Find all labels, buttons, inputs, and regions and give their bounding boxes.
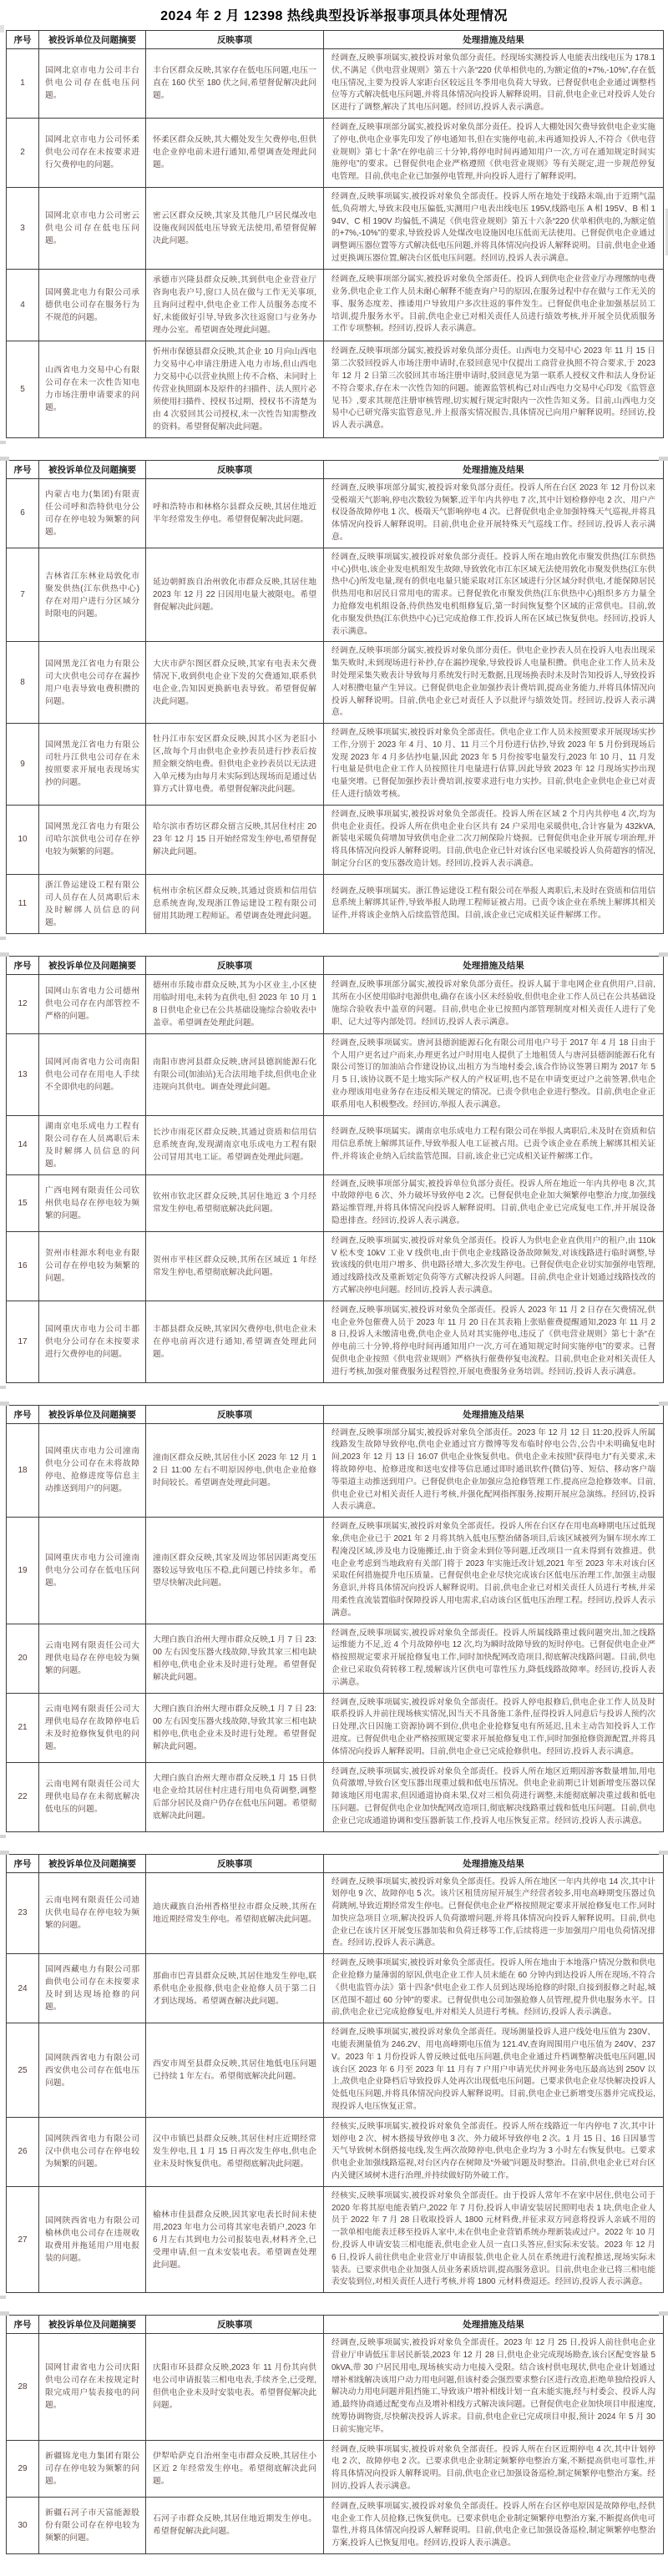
reported-matter: 汉中市镇巴县群众反映,其居住村庄近期经常发生停电,且 1 月 15 日再次发生停电,供电企业未及时恢复供电。希望彻底解决此问题。 [146,2117,324,2186]
row-number: 21 [7,1693,39,1762]
row-number: 8 [7,642,39,724]
row-number: 25 [7,2023,39,2118]
row-number: 18 [7,1423,39,1518]
complained-unit-summary: 国网北京市电力公司丰台供电公司存在低电压问题。 [39,49,146,119]
handling-result: 经调查,反映事项属实。浙江鲁运建设工程有限公司在举报人离职后,未及时在资质和信用信息系统上解绑其证件,导致举报人助理工程师证被占用。已责令该企业在系统上解绑其相关证件,并将该企业纳入后续监管范围。目前,该企业已完成相关证件解绑工作。 [324,874,664,933]
table-row [7,2334,664,2440]
handling-result: 经核实,反映事项属实,被投诉对象负全部责任。由于投诉人常年不在家中居住,供电公司于 2020 年将其原电能表销户,2022 年 7 月份,投诉人申请安装居民照明电表 1 块,供电企业人员于 2022 年 7 月 28 日收取投诉人 1800 元材料费,并征求双方同意将投诉人亲戚不用的一款单相电能表迁移至投诉人家中,未在供电企业营销系统办理新装或过户。2022 年 10 月份,投诉人申请安装三相电能表,供电企业人员一直口头答应,但实际未安装。2023 年 12 月 6 日,投诉人前往供电企业营业厅申请报装,供电企业人员在系统进行流程推送,现场实际未装表。已要求供电企业加强人员业务素质培训,提高服务意识。目前,供电企业已将三相电能表安装到位,对相关责任人进行考核,并将 1800 元材料费退还。经回访,投诉人表示满意。 [324,2186,664,2292]
table-row [7,805,664,874]
complaints-table [6,956,664,1383]
reported-matter: 密云区群众反映,其家及其他几户居民煤改电设施夜间因低电压导致无法使用,希望督促解决此问题。 [146,187,324,269]
row-number: 26 [7,2117,39,2186]
table-row [7,642,664,724]
complained-unit-summary: 湖南京电乐成电力工程有限公司存在人员离职后未及时解绑人员信息的问题。 [39,1115,146,1174]
page-title: 2024 年 2 月 12398 热线典型投诉举报事项具体处理情况 [160,9,508,23]
col-header-unit: 被投诉单位及问题摘要 [39,460,146,478]
col-header-unit: 被投诉单位及问题摘要 [39,1405,146,1423]
table-row [7,2440,664,2497]
handling-result: 经调查,反映事项属实,被投诉对象负部分责任。经现场实测投诉人电能表出线电压为 178.1 伏,不满足《供电营业规则》第五十六条“220 伏单相供电的,为额定值的+7%,-10%”,存在低电压情况,主要为投诉人家距台区较远且冬季用电负荷大导致。已督促供电企业通过调整档位等方式解决低电压问题,并将具体情况向投诉人解释说明。目前,供电企业已对投诉人处台区进行了调整,解决了其电压问题。经回访,投诉人表示满意。 [324,49,664,119]
reported-matter: 延边朝鲜族自治州敦化市群众反映,其居住地 2023 年 12 月 22 日因用电量大被限电。希望督促解决此问题。 [146,548,324,642]
page-edge-mark [0,2311,9,2316]
reported-matter: 迪庆藏族自治州香格里拉市群众反映,其所在地近期经常发生停电。希望彻底解决此问题。 [146,1872,324,1954]
reported-matter: 榆林市佳县群众反映,因其家电表长时间未使用,2023 年电力公司将其家电表销户,2023 年 6 月左右其到电力公司报装电表,材料齐全,已受理申请,但一直未安装电表。希望调查处理此问题。 [146,2186,324,2292]
handling-result: 经调查,反映事项属实,被投诉对象负全部责任。供电企业工作人员未按照要求开展现场实抄工作,分别于 2023 年 4 月、10 月、11 月三个月份进行估抄,导致 2023 年 5 月份到现场后发现 2023 年 4 月多估抄电量,因此 2023 年 5 月份按零电量发行,2023 年 10 月、11 月发行电量是供电企业工作人员按照往月电量进行估算,因此导致 2023 年 12 月现场实抄出现电量突增。已督促加强抄表计费培训,按要求进行电力实抄。目前,供电企业供电企业已对责任人进行绩效考核。 [324,724,664,806]
reported-matter: 呼和浩特市和林格尔县群众反映,其居住地近半年经常发生停电。希望督促解决此问题。 [146,478,324,548]
page-edge-mark [659,1402,668,1406]
page-edge-mark [659,1851,668,1855]
complained-unit-summary: 云南电网有限责任公司大理供电局存在停电较为频繁的问题。 [39,1624,146,1693]
table-row [7,118,664,187]
handling-result: 经调查,反映事项属实,被投诉对象负全部责任。投诉人 2023 年 11 月 2 日存在欠费情况,供电企业外包催费人员于 2023 年 11 月 20 日在其表箱上张贴催费提醒通知,2023 年 11 月 28 日,投诉人未缴清电费,供电企业人员对其实施停电,违反了《供电营业规则》第七十条“在停电前三十分钟,将停电时间再通知用户一次,方可在通知规定时间实施停电”的要求。已督促供电企业按照《供电营业规则》严格执行催费停复电流程。目前,供电企业对相关责任人进行考核,加强对催费服务过程管控,开展电费服务业务培训。经回访,投诉人表示满意。 [324,1301,664,1382]
row-number: 13 [7,1033,39,1115]
handling-result: 经调查,反映事项属实,被投诉对象负全部责任。投诉人所在台区存在用电高峰期电压过低现象,供电企业已于 2021 年 2 月将其纳入低电压整治储备项目,后该区域被列为铜车坝水库工程淹没区域,涉及电力设施搬迁,由于资金未到位等问题,迁改项目一直未得到有效推进。供电企业考虑到当地政府有关部门将于 2023 年实施迁改计划,2021 年至 2023 年未对该台区采取任何措施提升电压质量。已督促供电企业尽快完成该台区低电压治理工作,加强主动服务意识,并将具体情况向投诉人解释说明。目前,供电企业已对相关责任人员进行考核,并采用柔性直流装置临时保障投诉人用电需求,启动该台区低电压治理工程。经回访,投诉人表示满意。 [324,1518,664,1624]
table-row [7,874,664,933]
handling-result: 经调查,反映事项属实,被投诉对象负全部责任。现场测量投诉人进户线处电压值为 230V、电能表测量值为 246.2V、用电高峰期电压值为 121.4V,查询周围用户电压值为 240V、237V。2023 年 1 月份投诉人曾反映过低电压问题,供电企业通过升档调整解决低电压问题,因该台区 2023 年 6 月至 2023 年 11 月有 7 户用户申请光伏并网业务电压最高达到 250V 以上,故供电企业降档后导致投诉人处再次出现低电压问题。已要求供电企业尽快解决投诉人处低电压问题,并将具体情况向投诉人解释说明。目前,供电企业已新增变压器并完成投运,现投诉人电压恢复正常。 [324,2023,664,2118]
complaints-table [6,1854,664,2294]
page-edge-mark [0,2296,6,2299]
table-row [7,724,664,806]
row-number: 23 [7,1872,39,1954]
handling-result: 经调查,反映事项部分属实,被投诉单位负部分责任。投诉人所在地近一年内共停电 8 次,其中故障停电 6 次、外力破坏导致停电 2 次。已督促供电企业加大频繁停电整治力度,加强线路运维管理,并将具体情况向投诉人解释说明。目前,供电企业已完成复电工作,并开展设备隐患排查。经回访,投诉人表示满意。 [324,1174,664,1231]
table-row [7,49,664,119]
table-row [7,1693,664,1762]
col-header-no: 序号 [7,460,39,478]
table-row [7,974,664,1033]
table-sections [0,30,668,2554]
complaints-table [6,30,664,438]
handling-result: 经调查,反映事项属实,被投诉对象负全部责任。投诉人所在地处于线路末端,由于近期气温低,负荷增大,导致末段电压偏低,实测用户电表出线电压 195V,线路电压 A 相 195V、B 相 194V、C 相 190V 均偏低,不满足《供电营业规则》第五十六条“220 伏单相供电的,为额定值的+7%,-10%”的要求,导致投诉人处煤改电设施因电压低而无法使用。已督促供电企业通过调整调压器位置等方式解决低电压问题,并将具体情况向投诉人解释说明。目前,供电企业通过更换调压器位置,解决台区低电压问题。经回访,投诉人表示满意。 [324,187,664,269]
row-number: 5 [7,341,39,437]
reported-matter: 杭州市余杭区群众反映,其通过资质和信用信息系统查询,发现浙江鲁运建设工程有限公司留用其助理工程师证。希望调查处理此问题。 [146,874,324,933]
complained-unit-summary: 国网河南省电力公司南阳供电公司存在用电人手续不全即供电的问题。 [39,1033,146,1115]
complained-unit-summary: 国网北京市电力公司怀柔供电公司存在未按要求进行欠费停电的问题。 [39,118,146,187]
row-number: 20 [7,1624,39,1693]
col-header-result: 处理措施及结果 [324,31,664,49]
complained-unit-summary: 国网陕西省电力有限公司榆林供电公司存在违规收取费用并拖延用户用电报装的问题。 [39,2186,146,2292]
reported-matter: 伊犁哈萨克自治州奎屯市群众反映,其居住小区近 2 年经常发生停电。希望彻底解决此问题。 [146,2440,324,2497]
header-row [7,31,664,49]
complained-unit-summary: 国网黑龙江省电力有限公司大庆供电公司存在漏抄用户电表导致电费积攒的问题。 [39,642,146,724]
reported-matter: 南阳市唐河县群众反映,唐河县德润能源石化有限公司(加油站)无合法用地手续,但供电企业违规向其供电。调查处理此问题。 [146,1033,324,1115]
handling-result: 经调查,反映事项属实,被投诉对象负全部责任。投诉人所在台区停电原因是故障停电,经供电企业工作人员抢修,已恢复供电。已要求供电企业制定频繁停电整治方案,不断提高供电可靠性,并将具体情况向投诉人解释说明。目前,供电企业已加强设备巡检,制定频繁停电整治方案,投诉人已恢复用电。经回访,投诉人表示满意。 [324,2497,664,2553]
complained-unit-summary: 国网冀北电力有限公司承德供电公司存在服务行为不规范的问题。 [39,269,146,341]
reported-matter: 钦州市钦北区群众反映,其居住地近 3 个月经常发生停电,希望彻底解决此问题。 [146,1174,324,1231]
page-edge-mark [0,25,4,33]
col-header-matter: 反映事项 [146,956,324,974]
row-number: 15 [7,1174,39,1231]
table-row [7,2023,664,2118]
complained-unit-summary: 国网西藏电力有限公司那曲供电公司存在未按要求及时到达现场抢修的问题。 [39,1954,146,2023]
table-row [7,2117,664,2186]
page-edge-mark [0,1851,9,1855]
complained-unit-summary: 广西电网有限责任公司钦州供电局存在停电较为频繁的问题。 [39,1174,146,1231]
page-edge-mark [0,952,9,957]
header-row [7,1405,664,1423]
handling-result: 经调查,反映事项属实,被投诉对象负全部责任。投诉人所在地区一年内共停电 14 次,其中计划停电 9 次、故障停电 5 次。该片区租赁房屋开展生产经营者较多,用电高峰期变压器过负荷跳闸,导致近期经常发生停电。已督促供电企业严格按照规定要求开展抢修复电工作,同时加快应急项目立项,解决投诉人负荷激增问题,并将具体情况向投诉人解释说明。目前,供电企业已在该片区开展变压器加装和负荷迁移等工作,后续将进一步加强用户用电负荷情况排查。经回访,投诉人表示满意。 [324,1872,664,1954]
table-row [7,341,664,437]
col-header-matter: 反映事项 [146,460,324,478]
handling-result: 经调查,反映事项属实,被投诉对象负全部责任。投诉人停电报修后,供电企业工作人员及时联系投诉人并前往现场核实情况,因当天不具备施工条件,征得投诉人同意后与投诉人预约次日处理,次日因施工资源协调不到位,供电企业抢修复电有所延迟,且未主动告知投诉人工作进度。已督促供电企业严格按照规定要求开展抢修复电工作,同时加强抢修资源配置,并将具体情况向投诉人解释说明。目前,供电企业已完成抢修供电。经回访,投诉人表示满意。 [324,1693,664,1762]
reported-matter: 贺州市平桂区群众反映,其所在区域近 1 年经常发生停电,希望彻底解决此问题。 [146,1231,324,1301]
page-break-gap [0,1832,668,1854]
reported-matter: 大庆市萨尔图区群众反映,其家有电表未欠费情况下,收到供电企业下发的欠费通知,联系供电企业,告知因更换新电表导致。希望督促解决此问题。 [146,642,324,724]
complained-unit-summary: 云南电网有限责任公司大理供电局存在故障停电后未及时抢修恢复供电的问题。 [39,1693,146,1762]
row-number: 17 [7,1301,39,1382]
complained-unit-summary: 国网陕西省电力有限公司汉中供电公司存在停电较为频繁的问题。 [39,2117,146,2186]
handling-result: 经核实,反映事项属实,被投诉对象负全部责任。投诉人所在线路近一年内停电 7 次,其中计划停电 2 次、树木搭接导致停电 3 次、外力破坏导致停电 2 次。1 月 15 日、16 日因暴雪天气导致树木倒搭接电线,发生两次故障停电,供电企业均为 3 小时左右恢复供电。已要求供电企业加强线路巡视,对台区内存在树障及“外破”问题及时整治。目前,供电企业已对台区内关键区域树木进行治理,并持续做好防外破工作。 [324,2117,664,2186]
handling-result: 经调查,反映事项部分属实,被投诉对象负部分责任。投诉人大棚处因欠费导致供电企业实施了停电,供电企业事先印发了停电通知书,但在实施停电前,未再通知投诉人,不符合《供电营业规则》第七十条“在停电前三十分钟,将停电时间再通知用户一次,方可在通知规定时间实施停电”的要求。已督促供电企业严格遵照《供电营业规则》等有关规定,进一步规范停复电管理。目前,供电企业已加强停电管理,并向投诉人进行了解释说明。 [324,118,664,187]
complained-unit-summary: 国网黑龙江省电力有限公司哈尔滨供电公司存在停电较为频繁的问题。 [39,805,146,874]
complained-unit-summary: 吉林省江东林业局敦化市聚发供热(江东供热中心)存在对用户进行分区域分时限电的问题。 [39,548,146,642]
complained-unit-summary: 国网甘肃省电力公司庆阳供电公司存在未按规定时限完成用户装表接电的问题。 [39,2334,146,2440]
handling-result: 经调查,反映事项属实,被投诉对象负全部责任。投诉人所在地区近期因游客数量增加,用电负荷激增,导致台区变压器出现重过载和低电压情况。供电企业前期已计划新增变压器以保障该地区用电需求,但因通道协商未果,仅对三相负荷进行调整,未能彻底解决重过载和低电压问题。已督促供电企业加快配网改造项目,彻底解决线路重过载和低电压问题。目前,供电企业已完成通道协调和变压器新装工作,投诉人电压恢复正常。经回访,投诉人表示满意。 [324,1762,664,1831]
reported-matter: 忻州市保德县群众反映,其企业 10 月向山西电力交易中心申请注册进入电力市场,但山西电力交易中心以营业执照上传不合格、未同时上传营业执照副本及原件的扫描件、法人照片必须使用扫描件、授权书过期、授权书不清楚为由 4 次驳回其公司授权,未一次性告知需整改的资料。希望督促解决此问题。 [146,341,324,437]
handling-result: 经调查,反映事项属实,被投诉对象负全部责任。投诉人为供电企业直供用户的租户,由 110kV 松木变 10kV 工业 V 线供电,由于供电企业线路设备故障频发,对该线路进行临时调整,导致该线的供电用户增多、供电路径增大,多次发生停电。已督促供电企业切实加强停电管理,通过线路技改及重新划定负荷等方式解决投诉人问题。目前,供电企业计划通过线路技改的方式解决停电问题。经回访,投诉人表示满意。 [324,1231,664,1301]
complained-unit-summary: 国网黑龙江省电力有限公司牡丹江供电公司存在未按照要求开展电表现场实抄的问题。 [39,724,146,806]
page-edge-mark [0,1835,6,1838]
row-number: 16 [7,1231,39,1301]
reported-matter: 德州市乐陵市群众反映,其为小区业主,小区使用临时用电,未转为直供电,但 2023 年 10 月 18 日供电企业已在公共基础设施综合验收表中盖章。希望调查处理此问题。 [146,974,324,1033]
header-row [7,2316,664,2334]
handling-result: 经调查,反映事项属实,被投诉对象负全部责任。投诉人所在台区近期停电 4 次,其中计划停电 2 次、故障停电 2 次。已要求供电企业制定频繁停电整治方案,不断提高供电可靠性,并将具体情况向投诉人解释说明。目前,供电企业已加强设备巡检,制定频繁停电整治方案。经回访,投诉人表示满意。 [324,2440,664,2497]
row-number: 27 [7,2186,39,2292]
col-header-result: 处理措施及结果 [324,956,664,974]
row-number: 11 [7,874,39,933]
table-row [7,1762,664,1831]
row-number: 3 [7,187,39,269]
col-header-result: 处理措施及结果 [324,1405,664,1423]
complained-unit-summary: 山西省电力交易中心有限公司存在未一次性告知电力市场注册申请要求的问题。 [39,341,146,437]
table-row [7,187,664,269]
table-row [7,478,664,548]
reported-matter: 大理白族自治州大理市群众反映,1 月 15 日供电企业给其居住村庄进行用电负荷调整,调整后部分居民及商户仍存在低电压问题。希望彻底解决此问题。 [146,1762,324,1831]
complained-unit-summary: 云南电网有限责任公司大理供电局存在未彻底解决低电压的问题。 [39,1762,146,1831]
handling-result: 经调查,反映事项属实,被投诉对象负全部责任。2023 年 12 月 25 日,投诉人前往供电企业营业厅申请低压非居民新装,2023 年 12 月 28 日,供电企业完成现场勘查,该台区配变容量 50kVA,带 30 户居民用电,现场核实动力电接入受限。结合该村供电现状,供电企业计划通过增补相线解决该用户动力用电问题,但该村委会强烈要求整台区进行改造,拒绝单独给投诉人解决动力用电问题并阻挡施工,导致该户增补相线计划一直未能实施,经与村委会、投诉人沟通,最终协商通过配变布点及增补相线方式解决该问题。已督促供电企业加快项目申报速度,统筹协调物资,尽快解决投诉人诉求。目前,供电企业已完成项目申报,预计 2024 年 5 月 30 日前实施完毕。 [324,2334,664,2440]
handling-result: 经调查,反映事项部分属实,被投诉对象负部分责任。供电企业抄表人员在投诉人电表出现采集失败时,未到现场进行补抄,存在漏抄现象,导致投诉人电量积攒。供电企业工作人员未及时处理采集失败表计导致每月系统发行时无数据,且现场换表时未及时告知投诉人,导致投诉人对积攒电量产生异议。已督促供电企业加强抄表计费培训,提高业务能力,并将具体情况向投诉人解释说明。目前,供电企业已对责任人予以批评与绩效处罚。经回访,投诉人表示满意。 [324,642,664,724]
complained-unit-summary: 国网山东省电力公司德州供电公司存在内部管控不严格的问题。 [39,974,146,1033]
page-edge-mark [0,1402,9,1406]
table-row [7,2497,664,2553]
col-header-result: 处理措施及结果 [324,2316,664,2334]
page-edge-mark [659,2311,668,2316]
reported-matter: 那曲市巴青县群众反映,其居住地发生停电,联系供电企业报修,供电企业抢修人员于第二日才到达现场。希望调查解决此问题。 [146,1954,324,2023]
col-header-unit: 被投诉单位及问题摘要 [39,31,146,49]
reported-matter: 哈尔滨市香坊区群众留言反映,其居住村庄 2023 年 12 月 15 日开始经常发生停电,希望督促解决此问题。 [146,805,324,874]
page-edge-mark [659,457,668,461]
handling-result: 经调查,反映事项属实。唐河县德润能源石化有限公司用电户号于 2017 年 4 月 18 日由于个人用户更名过户而来,办理更名过户时用电人提供了土地租赁人与唐河县德润能源石化有限公司签订的加油站合作建设协议,出租方为当地村委会,该合作协议签署日期为 2017 年 5 月 5 日,该协议既不是土地实际产权人的产权证明,也不是在申请变更过户之前签署,供电企业办理该用电业务存在违反相关规定的情况。已责令供电企业进行整改。目前,供电企业正联系用电人积极整改。经回访,举报人表示满意。 [324,1033,664,1115]
handling-result: 经调查,反映事项属实。湖南京电乐成电力工程有限公司在举报人离职后,未及时在资质和信用信息系统上解绑其证件,导致举报人电工证被占用。已责令该企业在系统上解绑其相关证件,并将该企业纳入后续监管范围。目前,该企业已完成相关证件解绑工作。 [324,1115,664,1174]
table-row [7,1301,664,1382]
col-header-unit: 被投诉单位及问题摘要 [39,956,146,974]
table-row [7,1115,664,1174]
reported-matter: 丰都县群众反映,其家因欠费停电,供电企业未在停电前再次进行通知,希望调查处理此问题。 [146,1301,324,1382]
col-header-no: 序号 [7,1405,39,1423]
table-row [7,1174,664,1231]
page-edge-mark [0,457,9,461]
row-number: 12 [7,974,39,1033]
reported-matter: 庆阳市环县群众反映,2023 年 11 月份其向供电公司申请报装三相电电表,手续齐全,已受理,但供电企业未及时安装电表。希望督促解决此问题。 [146,2334,324,2440]
col-header-no: 序号 [7,2316,39,2334]
page-break-gap [0,934,668,956]
col-header-unit: 被投诉单位及问题摘要 [39,2316,146,2334]
handling-result: 经调查,反映事项部分属实,被投诉对象负部分责任。山西电力交易中心 2023 年 11 月 15 日第二次驳回投诉人市场注册申请时,在驳回意见中仅提出工商营业执照不符合要求,于 2023 年 12 月 2 日第三次驳回其市场注册申请时,驳回意见为第一联系人授权文件和法人身份证不符合要求,存在未一次性告知的问题。能源监管机构已对山西电力交易中心印发《监管意见书》,要求其规范注册审核管理,切实履行规定时限内一次性告知义务。目前,山西电力交易中心已研究落实监管意见,并上报落实情况报告,具体情况已向用户解释说明。经回访,投诉人表示满意。 [324,341,664,437]
row-number: 6 [7,478,39,548]
header-row [7,956,664,974]
complained-unit-summary: 浙江鲁运建设工程有限公司人员存在人员离职后未及时解绑人员信息的问题。 [39,874,146,933]
col-header-no: 序号 [7,1854,39,1872]
table-row [7,1872,664,1954]
page-edge-mark [0,937,6,940]
reported-matter: 长沙市雨花区群众反映,其通过资质和信用信息系统查询,发现湖南京电乐成电力工程有限公司冒用其电工证。希望调查处理此问题。 [146,1115,324,1174]
row-number: 30 [7,2497,39,2553]
handling-result: 经调查,反映事项部分属实,被投诉对象负部分责任。投诉人所在台区 2023 年 12 月份以来受极端天气影响,停电次数较为频繁,近半年内共停电 7 次,其中计划检修停电 2 次、用户产权设备故障停电 1 次、极端天气影响停电 4 次。已督促供电企业加强特殊天气巡视,并将具体情况向投诉人解释说明。目前,供电企业开展特殊天气巡线工作。经回访,投诉人表示满意。 [324,478,664,548]
reported-matter: 石河子市群众反映,其居住地近期发生停电。希望督促解决此问题。 [146,2497,324,2553]
reported-matter: 怀柔区群众反映,其大棚处发生欠费停电,但供电企业停电前未进行通知,希望调查处理此问题。 [146,118,324,187]
col-header-no: 序号 [7,956,39,974]
table-row [7,1954,664,2023]
col-header-result: 处理措施及结果 [324,1854,664,1872]
handling-result: 经调查,反映事项部分属实,被投诉对象负全部责任。2023 年 12 月 12 日 11:20,投诉人所属线路发生故障导致停电,供电企业通过官方微博等发布临时停电公告,公告中未明确复电时间,2023 年 12 月 13 日 16:07 供电企业恢复供电。供电企业未按照“获得电力”有关要求,未将故障停电、抢修进度和送电安排等信息通过即时通讯软件(微信)等、短信、移动客户端等渠道主动推送到用户。已督促供电企业加强应急抢修管理工作,提高应急抢修效率。目前,供电企业已对相关责任人进行考核,并强化配网指挥服务,按期开展应急演练。经回访,投诉人表示满意。 [324,1423,664,1518]
header-row [7,1854,664,1872]
row-number: 7 [7,548,39,642]
row-number: 1 [7,49,39,119]
row-number: 10 [7,805,39,874]
col-header-unit: 被投诉单位及问题摘要 [39,1854,146,1872]
handling-result: 经调查,反映事项属实,被投诉对象负全部责任。投诉人所在区域 2 个月内共停电 4 次,均为供电企业责任。投诉人所在供电企业台区共有 24 户采用电采暖供电,合计容量为 432kVA,新装电采暖负荷增加导致供电企业二次刀闸保险片烧损。已督促供电企业开展专项治理,并将具体情况向投诉人解释说明。目前,供电企业已针对该台区电采暖投诉人负荷超容的情况,制定分台区的变压器改造计划。经回访,投诉人表示满意。 [324,805,664,874]
page-break-gap [0,438,668,460]
table-row [7,1518,664,1624]
col-header-matter: 反映事项 [146,1405,324,1423]
table-row [7,269,664,341]
table-row [7,1423,664,1518]
row-number: 24 [7,1954,39,2023]
header-row [7,460,664,478]
reported-matter: 承德市兴隆县群众反映,其到供电企业营业厅咨询电表户号,窗口人员在做与工作无关事项,且询问过程中,供电企业工作人员服务态度不好,未能做好引导,导致多次往返窗口与业务办理办公室。希望调查处理此问题。 [146,269,324,341]
page-edge-mark [0,441,6,444]
reported-matter: 大理白族自治州大理市群众反映,1 月 7 日 23:00 左右因变压器火线故障,导致其家三相电缺相停电,供电企业未及时进行处理。希望督促解决此问题。 [146,1624,324,1693]
row-number: 19 [7,1518,39,1624]
row-number: 4 [7,269,39,341]
complaints-table [6,1405,664,1832]
page-edge-mark [0,1386,6,1389]
reported-matter: 西安市周至县群众反映,其居住地低电压问题已持续 1 年左右。希望彻底解决此问题。 [146,2023,324,2118]
complained-unit-summary: 国网陕西省电力有限公司西安供电公司存在低电压问题。 [39,2023,146,2118]
complained-unit-summary: 新疆锦龙电力集团有限公司存在停电较为频繁的问题。 [39,2440,146,2497]
reported-matter: 丰台区群众反映,其家存在低电压问题,电压一直在 160 伏至 180 伏之间,希望督促解决此问题。 [146,49,324,119]
table-row [7,2186,664,2292]
row-number: 14 [7,1115,39,1174]
complained-unit-summary: 贺州市桂源水利电业有限公司存在停电较为频繁的问题。 [39,1231,146,1301]
row-number: 22 [7,1762,39,1831]
complained-unit-summary: 国网重庆市电力公司潼南供电分公司存在未将故障停电、抢修进度等信息主动推送到用户的问题。 [39,1423,146,1518]
col-header-result: 处理措施及结果 [324,460,664,478]
col-header-matter: 反映事项 [146,31,324,49]
col-header-no: 序号 [7,31,39,49]
complained-unit-summary: 内蒙古电力(集团)有限责任公司呼和浩特供电分公司存在停电较为频繁的问题。 [39,478,146,548]
row-number: 28 [7,2334,39,2440]
complaints-table [6,2315,664,2554]
handling-result: 经调查,反映事项属实,被投诉对象负部分责任。投诉人所在地由敦化市聚发供热(江东供热中心)供电,该企业发电机组发生故障,导致敦化市江东区域无法使用敦化市聚发供热(江东供热中心)所发电量,现有的供电电量只能采取对江东区域进行分区域分时供电,才能保障居民供热用电和居民日常用电的需求。已督促敦化市聚发供热(江东供热中心)组织多方力量全力抢修发电机组设备,待供热发电机组修复后,第一时间恢复整个区域的正常供电。目前,敦化市聚发供热(江东供热中心)已完成抢修工作,投诉人所在区域已恢复供电。经回访,投诉人表示满意。 [324,548,664,642]
table-row [7,1624,664,1693]
row-number: 9 [7,724,39,806]
col-header-matter: 反映事项 [146,2316,324,2334]
table-row [7,1231,664,1301]
handling-result: 经调查,反映事项属实,被投诉对象负全部责任。投诉人所在地由于本地落户情况分散和供电企业抢修力量薄弱的原因,供电企业工作人员未能在 60 分钟内到达投诉人所在现场,不符合《供电监管办法》第十四条“供电企业工作人员到达现场抢修的时限,自接到报修之时起,城区范围不超过 60 分钟”的要求。已督促供电公司加强抢修人员管理,提升供电服务水平。目前,供电企业已完成抢修复电,并对相关人员进行考核。经回访,投诉人表示满意。 [324,1954,664,2023]
table-row [7,1033,664,1115]
complained-unit-summary: 国网重庆市电力公司丰都供电分公司存在未按要求进行欠费停电的问题。 [39,1301,146,1382]
row-number: 2 [7,118,39,187]
reported-matter: 潼南区群众反映,其居住小区 2023 年 12 月 12 日 11:00 左右不明原因停电,供电企业抢修时间较长。希望调查处理此问题。 [146,1423,324,1518]
reported-matter: 大理白族自治州大理市群众反映,1 月 7 日 23:00 左右因变压器火线故障,导致其家三相电缺相停电,供电企业未及时进行处理。希望督促解决此问题。 [146,1693,324,1762]
page-edge-mark [659,952,668,957]
complained-unit-summary: 国网北京市电力公司密云供电公司存在低电压问题。 [39,187,146,269]
complained-unit-summary: 云南电网有限责任公司迪庆供电局存在停电较为频繁的问题。 [39,1872,146,1954]
col-header-matter: 反映事项 [146,1854,324,1872]
page-break-gap [0,1383,668,1405]
row-number: 29 [7,2440,39,2497]
handling-result: 经调查,反映事项属实,被投诉对象负全部责任。投诉人所属线路重过载问题突出,加之线路运维能力不足,近 4 个月故障停电 12 次,均为瞬时故障导致的短时停电。已督促供电企业严格按照规定要求开展抢修复电工作,同时加快配网改造项目,彻底解决线路问题。目前,供电企业已采取负荷转移工程,缓解该片区供电可靠性压力,降低线路故障率。经回访,投诉人表示满意。 [324,1624,664,1693]
complained-unit-summary: 国网重庆市电力公司潼南供电分公司存在低电压问题。 [39,1518,146,1624]
handling-result: 经调查,反映事项部分属实,被投诉对象负部分责任。投诉人属于非电网企业直供用户,目前,其所在小区使用临时电源供电,确存在该小区未经验收,但供电企业工作人员已在公共基础设施综合验收表中盖章的问题。目前,供电企业已按照内部管理制度对相关责任人进行了免职、记大过等内部处罚。经回访,投诉人表示满意。 [324,974,664,1033]
table-row [7,548,664,642]
reported-matter: 潼南区群众反映,其家及周边邻居因距离变压器较远导致电压不稳,此问题已持续多年。希望尽快解决此问题。 [146,1518,324,1624]
complaints-table [6,460,664,934]
complained-unit-summary: 新疆石河子市天富能源股份有限公司存在停电较为频繁的问题。 [39,2497,146,2553]
reported-matter: 牡丹江市东安区群众反映,因其小区为老旧小区,故每个月由供电企业抄表员进行抄表后按照金额交纳电费。但供电企业抄表员以无法进入单元楼为由每月未实际到达现场而是通过估算方式计算电费。希望督促解决此问题。 [146,724,324,806]
handling-result: 经调查,反映事项部分属实,被投诉对象负全部责任。投诉人到供电企业营业厅办理缴纳电费业务,供电企业工作人员未耐心解释不能查询户号的原因,在服务过程中存在做与工作无关的事、服务态度差、推诿用户导致用户多次往返的事件发生。已督促供电企业加强基层员工培训,提升服务水平。目前,供电企业已对相关责任人员进行绩效考核,并开展全员优质服务工作专项整顿。经回访,投诉人表示满意。 [324,269,664,341]
page-break-gap [0,2293,668,2315]
